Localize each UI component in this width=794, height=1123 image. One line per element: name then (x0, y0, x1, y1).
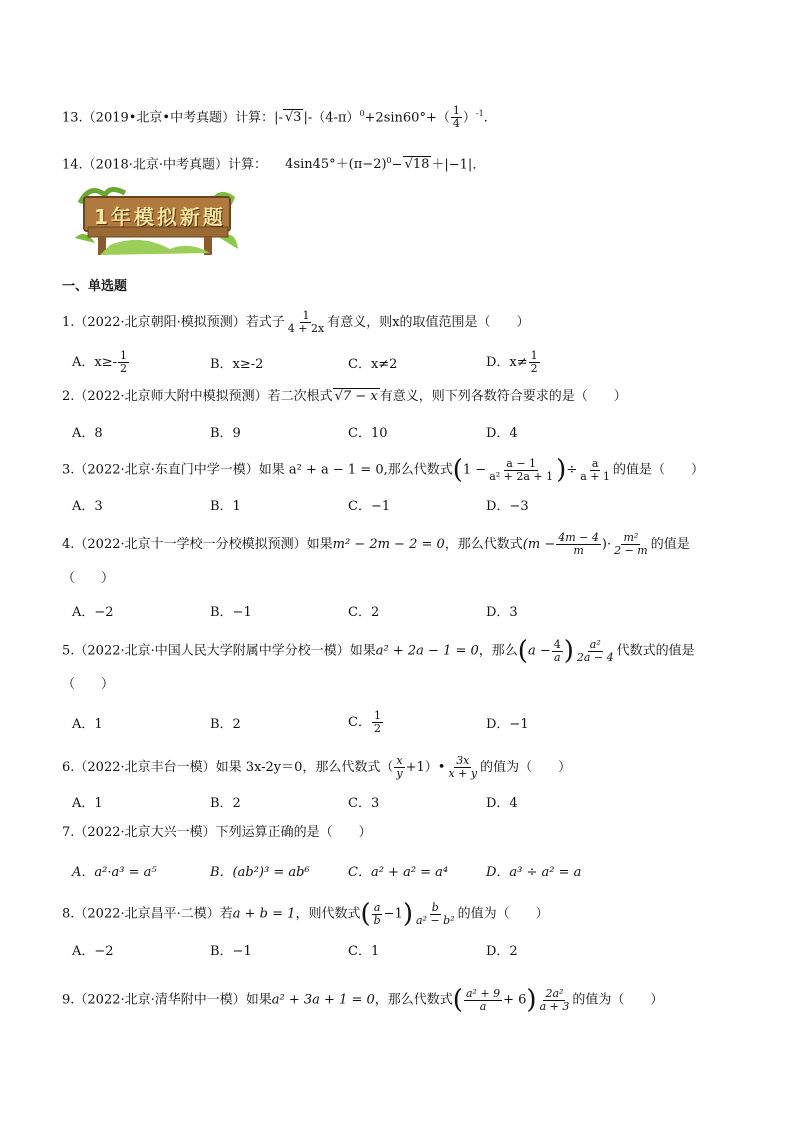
option-c[interactable]: C．−1 (348, 498, 391, 514)
question-4-blank: （ ） (62, 571, 115, 586)
sqrt-symbol: √7 − x (334, 389, 378, 404)
options-q3 (72, 494, 624, 514)
option-b[interactable]: B．9 (210, 425, 241, 441)
fraction: $\frac{1}{4 + 2x}$ (287, 309, 325, 335)
option-d[interactable]: D．2 (486, 943, 518, 959)
options-q7 (72, 860, 624, 880)
sqrt-symbol: √18 (404, 157, 430, 173)
option-b[interactable]: B．2 (210, 795, 241, 811)
option-c[interactable]: C． $\frac{1}{2}$ (348, 708, 381, 735)
section-title: 一、单选题 (62, 279, 128, 294)
question-7: 7.（2022·北京大兴一模）下列运算正确的是（ ） (62, 825, 372, 840)
option-a[interactable]: A．−2 (72, 943, 114, 959)
option-b[interactable]: B．1 (210, 498, 241, 514)
option-b[interactable]: B．2 (210, 716, 241, 732)
question-3: 3.（2022·北京·东直门中学一模）如果 a² + a − 1 = 0,那么代数式(1 − $\frac{a - 1}{\text{a² + 2a + 1}}$ )÷ $\frac{a}{a + 1}$ 的值是（ ） (62, 455, 705, 485)
question-6: 6.（2022·北京丰台一模）如果 3x-2y＝0，那么代数式（ $\frac{x}{y}$ +1）• $\frac{3x}{x + y}$ 的值为（ ） (62, 754, 572, 780)
option-d[interactable]: D．3 (486, 604, 518, 620)
option-a[interactable]: A．3 (72, 498, 103, 514)
option-c[interactable]: C．a² + a² = a⁴ (348, 864, 449, 880)
section-banner (70, 183, 240, 259)
sqrt-symbol: √3 (284, 110, 302, 126)
option-a[interactable]: A．1 (72, 716, 103, 732)
option-d[interactable]: D．−3 (486, 498, 529, 514)
option-a[interactable]: A．a²·a³ = a⁵ (72, 864, 157, 880)
question-1: 1.（2022·北京朝阳·模拟预测）若式子 $\frac{1}{4 + 2x}$ 有意义，则x的取值范围是（ ） (62, 309, 530, 335)
fraction: $\frac{1}{4}$ (452, 104, 460, 131)
option-b[interactable]: B．−1 (210, 943, 252, 959)
option-c[interactable]: C．10 (348, 425, 388, 441)
option-d[interactable]: D．a³ ÷ a² = a (486, 864, 582, 880)
option-a[interactable]: A．x≥- $\frac{1}{2}$ (72, 348, 128, 375)
question-5-blank: （ ） (62, 677, 115, 692)
question-5: 5.（2022·北京·中国人民大学附属中学分校一模）如果a² + 2a − 1 = 0，那么(a − $\frac{4}{a}$ ) $\frac{\text{a²}}{2a - 4}$ 代数式的值是 (62, 636, 695, 666)
option-d[interactable]: D．−1 (486, 716, 529, 732)
option-b[interactable]: B．x≥-2 (210, 356, 264, 372)
option-b[interactable]: B．(ab²)³ = ab⁶ (210, 864, 310, 880)
options-q1 (72, 348, 624, 375)
options-q8 (72, 939, 624, 959)
options-q5 (72, 708, 624, 735)
question-8: 8.（2022·北京昌平·二模）若a + b = 1，则代数式( $\frac{a}{b}$ −1) $\frac{b}{\text{a² − b²}}$ 的值为（ ） (62, 899, 549, 929)
option-d[interactable]: D．x≠ $\frac{1}{2}$ (486, 348, 538, 375)
question-2: 2.（2022·北京师大附中模拟预测）若二次根式 √7 − x 有意义，则下列各数符合要求的是（ ） (62, 389, 627, 404)
option-d[interactable]: D．4 (486, 795, 518, 811)
option-a[interactable]: A．8 (72, 425, 103, 441)
question-9: 9.（2022·北京·清华附中一模）如果a² + 3a + 1 = 0，那么代数式( $\frac{\text{a² + 9}}{a}$ + 6) $\frac{\text{2a²}}{a + 3}$ 的值为（ ） (62, 985, 664, 1015)
option-d[interactable]: D．4 (486, 425, 518, 441)
option-b[interactable]: B．−1 (210, 604, 252, 620)
option-a[interactable]: A．−2 (72, 604, 114, 620)
options-q2 (72, 421, 624, 441)
option-c[interactable]: C．2 (348, 604, 380, 620)
banner-title: 1年模拟新题 (94, 205, 226, 229)
option-c[interactable]: C．x≠2 (348, 356, 398, 372)
option-a[interactable]: A．1 (72, 795, 103, 811)
option-c[interactable]: C．1 (348, 943, 380, 959)
option-c[interactable]: C．3 (348, 795, 380, 811)
question-13: 13.（2019•北京•中考真题）计算：|- √3 $|-(4-\pi)^0+2\sin 60^\circ+$（ $\frac{1}{4}$ ）$^{-1}$. (62, 104, 488, 131)
question-4: 4.（2022·北京十一学校一分校模拟预测）如果m² − 2m − 2 = 0，那么代数式(m − $\frac{4m - 4}{m}$ )· $\frac{\text{m²}}{2 - m}$ 的值是 (62, 531, 690, 557)
options-q6 (72, 791, 624, 811)
question-14: 14.（2018·北京·中考真题）计算： $4\sin 45^\circ+(\pi-2)^0- √18 +|-1|$． (62, 156, 486, 173)
options-q4 (72, 600, 624, 620)
